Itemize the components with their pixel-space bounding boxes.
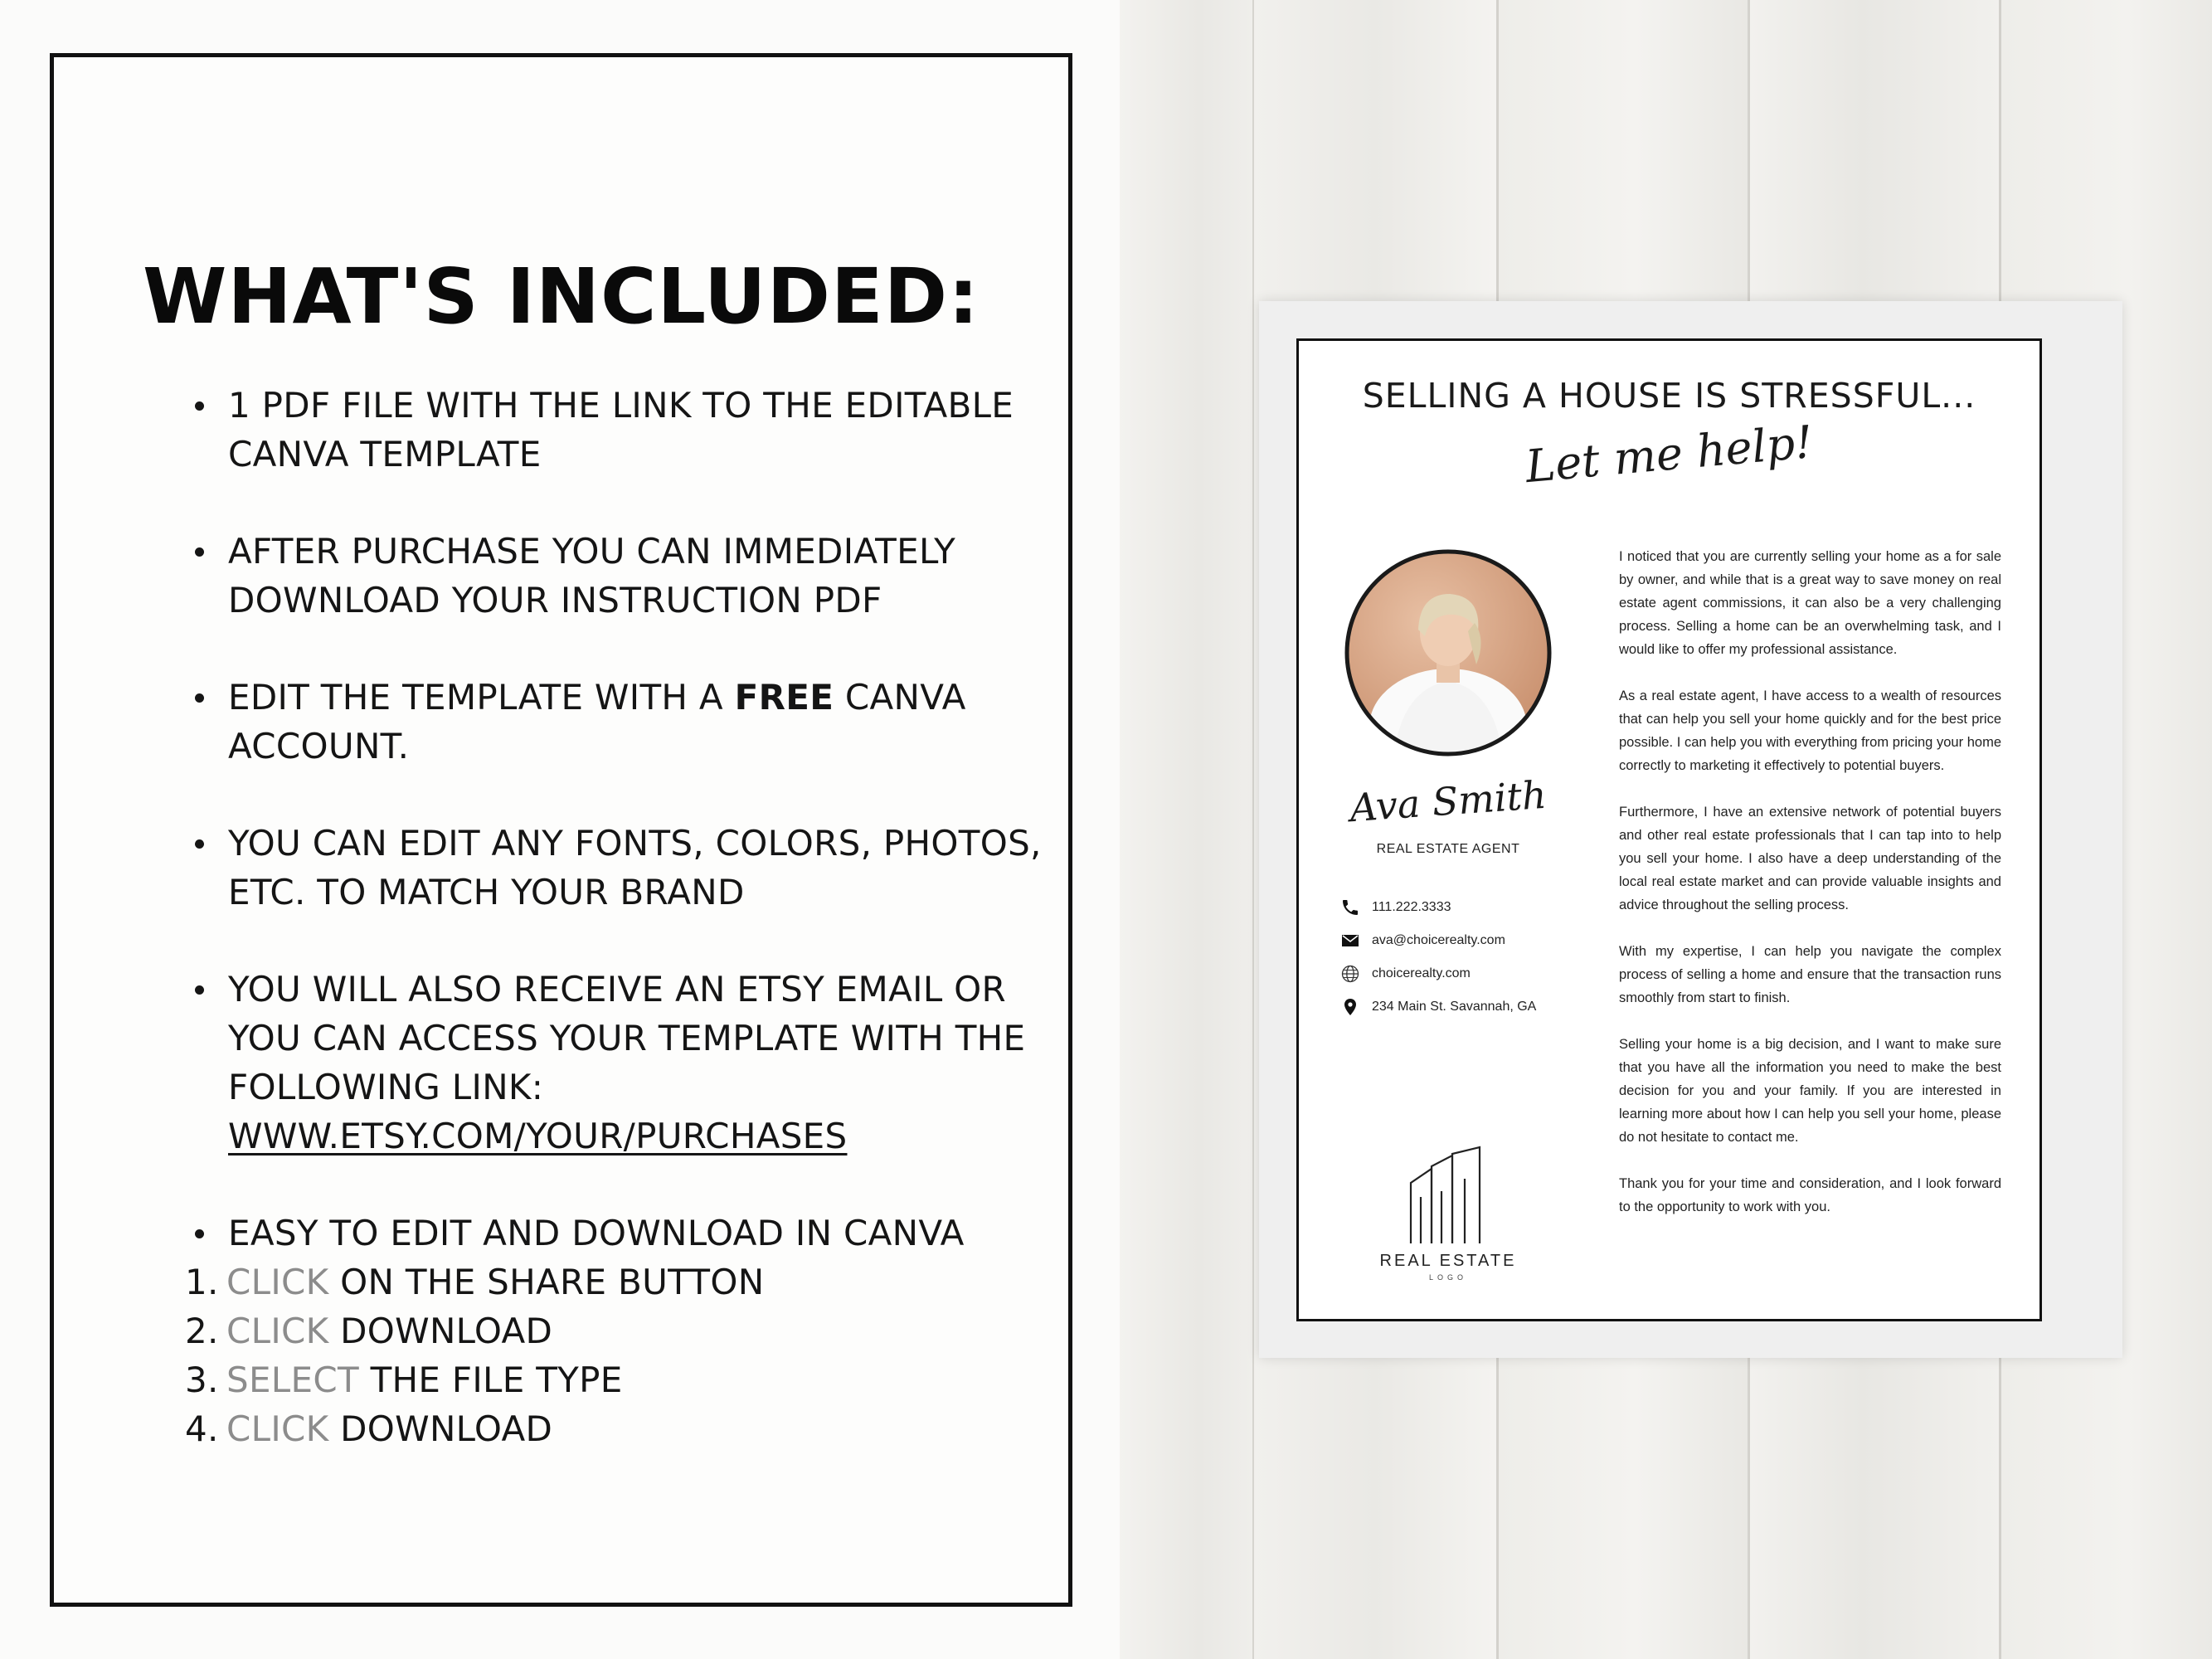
address-text: 234 Main St. Savannah, GA bbox=[1372, 1000, 1537, 1014]
bullet-text: EASY TO EDIT AND DOWNLOAD IN CANVA bbox=[228, 1213, 965, 1253]
contact-website bbox=[1340, 957, 1536, 990]
step-verb: CLICK bbox=[226, 1408, 329, 1449]
mail-icon bbox=[1340, 931, 1360, 951]
bullet-text: 1 PDF FILE WITH THE LINK TO THE EDITABLE CANVA TEMPLATE bbox=[228, 385, 1014, 474]
contact-address bbox=[1340, 990, 1536, 1024]
logo-text: REAL ESTATE bbox=[1379, 1252, 1517, 1270]
step-number: 1. bbox=[185, 1262, 219, 1302]
letter-paragraph: I noticed that you are currently selling your home as a for sale by owner, and while that is a great way to save money on real estate agent commissions, it can also be a very challenging process. Selling a home can be an overwhelming task, and I would like to offer my professional assistance. bbox=[1619, 549, 2001, 657]
card-title: WHAT'S INCLUDED: bbox=[143, 252, 980, 341]
step-verb: CLICK bbox=[226, 1262, 329, 1302]
map-pin-icon bbox=[1340, 997, 1360, 1017]
step-item bbox=[185, 1355, 1056, 1404]
phone-text: 111.222.3333 bbox=[1372, 900, 1451, 914]
contact-phone bbox=[1340, 891, 1536, 924]
step-item bbox=[185, 1258, 1056, 1306]
bullet-text: EDIT THE TEMPLATE WITH A bbox=[228, 677, 735, 718]
letter-headline: SELLING A HOUSE IS STRESSFUL... bbox=[1362, 376, 1976, 416]
step-number: 2. bbox=[185, 1311, 219, 1351]
letter-body bbox=[1619, 545, 2001, 1219]
step-number: 3. bbox=[185, 1360, 219, 1400]
letter-paragraph: With my expertise, I can help you navigate the complex process of selling a home and ensure that the transaction runs smoothly from start to finish. bbox=[1619, 944, 2001, 1005]
step-text: THE FILE TYPE bbox=[358, 1360, 623, 1400]
bullet-text: CANVA ACCOUNT. bbox=[228, 677, 966, 766]
step-item bbox=[185, 1404, 1056, 1453]
contact-email bbox=[1340, 924, 1536, 957]
bullet-text: AFTER PURCHASE YOU CAN IMMEDIATELY DOWNLOAD YOUR INSTRUCTION PDF bbox=[228, 531, 956, 620]
website-text: choicerealty.com bbox=[1372, 966, 1471, 980]
etsy-purchases-link[interactable]: WWW.ETSY.COM/YOUR/PURCHASES bbox=[228, 1116, 848, 1156]
bullet-item bbox=[193, 819, 1056, 917]
letter-paragraph: As a real estate agent, I have access to a wealth of resources that can help you sell your home quickly and for the best price possible. I can help you with everything from pricing your home correctly to marketing it effectively to potential buyers. bbox=[1619, 688, 2001, 773]
step-number: 4. bbox=[185, 1408, 219, 1449]
bullet-item bbox=[193, 965, 1056, 1160]
step-text: DOWNLOAD bbox=[328, 1311, 553, 1351]
bullet-item bbox=[193, 381, 1056, 479]
globe-icon bbox=[1340, 964, 1360, 984]
letter-paragraph: Selling your home is a big decision, and I want to make sure that you have all the information you need to make the best decision for you and your family. If you are interested in learning more about how I can help you sell your home, please do not hesitate to contact me. bbox=[1619, 1037, 2001, 1145]
email-text: ava@choicerealty.com bbox=[1372, 933, 1505, 947]
letter-paragraph: Thank you for your time and consideration, and I look forward to the opportunity to work with you. bbox=[1619, 1176, 2001, 1214]
bullet-item bbox=[193, 673, 1056, 771]
agent-role: REAL ESTATE AGENT bbox=[1376, 842, 1520, 856]
whats-included-card bbox=[50, 53, 1072, 1607]
phone-icon bbox=[1340, 898, 1360, 917]
bullet-item bbox=[193, 1209, 1056, 1258]
step-text: DOWNLOAD bbox=[328, 1408, 553, 1449]
bullet-text: YOU WILL ALSO RECEIVE AN ETSY EMAIL OR YOU CAN ACCESS YOUR TEMPLATE WITH THE FOLLOWING LINK: bbox=[228, 969, 1026, 1107]
step-verb: CLICK bbox=[226, 1311, 329, 1351]
letter-script-tagline: Let me help! bbox=[1523, 415, 1816, 494]
step-text: ON THE SHARE BUTTON bbox=[328, 1262, 765, 1302]
logo-subtext: LOGO bbox=[1428, 1273, 1467, 1282]
bullet-item bbox=[193, 527, 1056, 625]
agent-photo bbox=[1344, 548, 1553, 757]
download-steps bbox=[185, 1258, 1056, 1453]
bullet-text: YOU CAN EDIT ANY FONTS, COLORS, PHOTOS, ETC. TO MATCH YOUR BRAND bbox=[228, 823, 1042, 912]
letter-preview bbox=[1296, 338, 2042, 1321]
step-item bbox=[185, 1306, 1056, 1355]
bullet-list bbox=[185, 381, 1056, 1453]
contact-list bbox=[1340, 891, 1536, 1024]
bullet-bold-text: FREE bbox=[734, 677, 834, 718]
building-logo-icon bbox=[1407, 1146, 1485, 1245]
agent-name-signature: Ava Smith bbox=[1348, 771, 1548, 831]
wood-plank bbox=[1120, 0, 1252, 1659]
letter-paragraph: Furthermore, I have an extensive network of potential buyers and other real estate professionals that I can tap into to help you sell your home. I also have a deep understanding of the local real estate market and can provide valuable insights and advice throughout the selling process. bbox=[1619, 805, 2001, 912]
step-verb: SELECT bbox=[226, 1360, 359, 1400]
